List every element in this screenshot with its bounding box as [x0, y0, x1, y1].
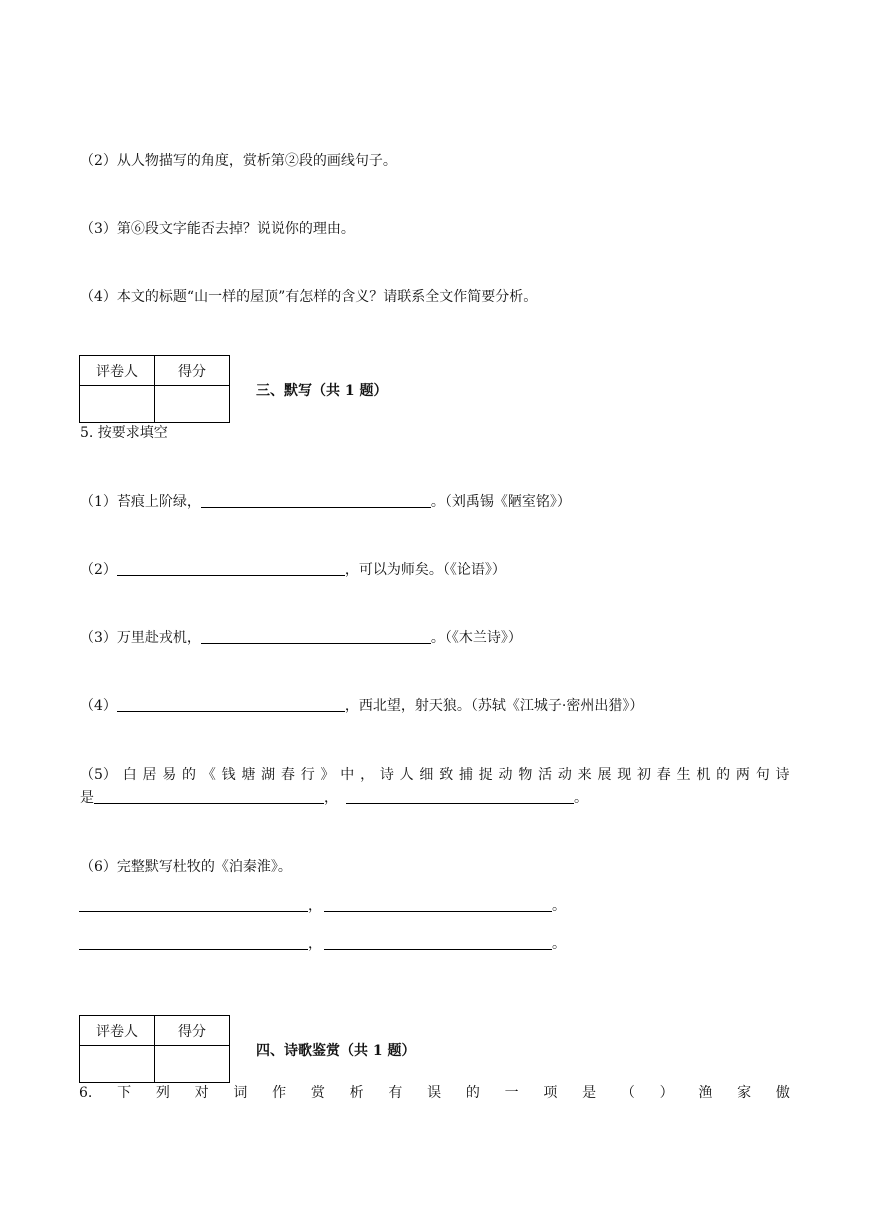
- fill-item-5-char: 动: [557, 767, 572, 783]
- fill-item-2-before: （2）: [80, 562, 117, 578]
- fill-item-5-char: ，: [360, 767, 375, 783]
- fill-item-5-char: 诗: [379, 767, 394, 783]
- question-6: [79, 1084, 790, 1102]
- question-6-char: ）: [659, 1085, 674, 1101]
- question-6-char: 家: [737, 1085, 752, 1101]
- fill-item-5-line-1: [80, 766, 790, 784]
- fill-item-5-char: 捉: [478, 767, 493, 783]
- poem-period-1: 。: [552, 898, 566, 914]
- question-6-char: 有: [388, 1085, 403, 1101]
- fill-item-5-line-2: [80, 789, 588, 807]
- fill-item-5-char: 行: [300, 767, 315, 783]
- fill-item-5-char: 句: [755, 767, 770, 783]
- fill-item-3-before: （3）万里赴戎机，: [80, 630, 201, 646]
- fill-item-5-char: 诗: [775, 767, 790, 783]
- question-6-char: 的: [465, 1085, 480, 1101]
- score-cell[interactable]: [155, 1046, 230, 1083]
- fill-item-5-char: 两: [735, 767, 750, 783]
- fill-item-5-char: 《: [201, 767, 216, 783]
- question-6-char: 词: [233, 1085, 248, 1101]
- fill-item-5-char: 》: [320, 767, 335, 783]
- score-cell[interactable]: [155, 386, 230, 423]
- fill-item-5-char: 捕: [458, 767, 473, 783]
- fill-item-5-char: 动: [498, 767, 513, 783]
- question-6-char: 对: [194, 1085, 209, 1101]
- fill-item-6: （6）完整默写杜牧的《泊秦淮》。: [80, 859, 292, 875]
- fill-item-5-char: 塘: [241, 767, 256, 783]
- fill-item-5-char: 易: [162, 767, 177, 783]
- fill-item-5-char: 湖: [261, 767, 276, 783]
- question-4: （4）本文的标题“山一样的屋顶”有怎样的含义？请联系全文作简要分析。: [80, 289, 538, 305]
- question-6-char: 项: [543, 1085, 558, 1101]
- question-5-title: 5. 按要求填空: [80, 425, 168, 441]
- score-table-2: [79, 1015, 230, 1083]
- fill-item-5-char: （5）: [80, 767, 117, 783]
- fill-blank-5a[interactable]: [94, 789, 324, 804]
- fill-item-5-char: 的: [716, 767, 731, 783]
- fill-item-5-period: 。: [574, 790, 588, 806]
- fill-item-2: [80, 561, 506, 579]
- fill-item-5-char: 活: [538, 767, 553, 783]
- fill-item-5-char: 致: [439, 767, 454, 783]
- fill-item-5-char: 初: [637, 767, 652, 783]
- poem-line-1: [79, 897, 566, 915]
- question-6-char: 傲: [775, 1085, 790, 1101]
- fill-blank-1[interactable]: [201, 493, 431, 508]
- question-3: （3）第⑥段文字能否去掉？说说你的理由。: [80, 221, 355, 237]
- fill-item-4-before: （4）: [80, 698, 117, 714]
- poem-comma-1: ，: [308, 898, 322, 914]
- grader-cell[interactable]: [80, 386, 155, 423]
- fill-item-3: [80, 629, 522, 647]
- question-6-char: 列: [155, 1085, 170, 1101]
- poem-blank-1a[interactable]: [79, 897, 308, 912]
- fill-item-5-start: 是: [80, 790, 94, 806]
- fill-item-3-after: 。（《木兰诗》）: [430, 630, 522, 646]
- fill-item-5-char: 物: [518, 767, 533, 783]
- question-6-char: 渔: [698, 1085, 713, 1101]
- question-6-char: 误: [427, 1085, 442, 1101]
- grader-label: 评卷人: [80, 1016, 155, 1046]
- fill-item-5-char: 居: [142, 767, 157, 783]
- fill-item-1: [80, 493, 571, 511]
- score-label: 得分: [155, 1016, 230, 1046]
- fill-blank-2[interactable]: [117, 561, 345, 576]
- grader-cell[interactable]: [80, 1046, 155, 1083]
- score-label: 得分: [155, 356, 230, 386]
- question-6-char: （: [620, 1085, 635, 1101]
- poem-line-2: [79, 935, 566, 953]
- fill-item-5-char: 人: [399, 767, 414, 783]
- fill-item-1-after: 。（刘禹锡《陋室铭》）: [430, 494, 571, 510]
- poem-blank-2b[interactable]: [324, 935, 552, 950]
- section-4-title: 四、诗歌鉴赏（共 1 题）: [256, 1043, 416, 1059]
- fill-item-5-char: 现: [617, 767, 632, 783]
- fill-item-5-char: 生: [676, 767, 691, 783]
- fill-item-1-before: （1）苔痕上阶绿，: [80, 494, 201, 510]
- fill-blank-3[interactable]: [201, 629, 431, 644]
- question-6-char: 6.: [79, 1085, 93, 1101]
- question-6-char: 作: [272, 1085, 287, 1101]
- fill-item-5-char: 展: [597, 767, 612, 783]
- fill-item-5-char: 春: [656, 767, 671, 783]
- question-2: （2）从人物描写的角度，赏析第②段的画线句子。: [80, 153, 397, 169]
- question-6-char: 下: [117, 1085, 132, 1101]
- fill-item-5-char: 白: [122, 767, 137, 783]
- grader-label: 评卷人: [80, 356, 155, 386]
- fill-item-4-after: ，西北望，射天狼。（苏轼《江城子·密州出猎》）: [344, 698, 644, 714]
- fill-item-5-char: 来: [577, 767, 592, 783]
- question-6-char: 赏: [310, 1085, 325, 1101]
- fill-item-5-char: 春: [280, 767, 295, 783]
- fill-item-5-char: 机: [696, 767, 711, 783]
- fill-item-5-comma: ，: [324, 790, 338, 806]
- fill-item-4: [80, 697, 643, 715]
- fill-blank-5b[interactable]: [346, 789, 574, 804]
- fill-item-2-after: ，可以为师矣。（《论语》）: [344, 562, 506, 578]
- question-6-char: 析: [349, 1085, 364, 1101]
- question-6-char: 是: [582, 1085, 597, 1101]
- fill-blank-4[interactable]: [117, 697, 345, 712]
- fill-item-5-char: 的: [182, 767, 197, 783]
- fill-item-5-char: 细: [419, 767, 434, 783]
- fill-item-5-char: 钱: [221, 767, 236, 783]
- question-6-char: 一: [504, 1085, 519, 1101]
- poem-blank-2a[interactable]: [79, 935, 308, 950]
- section-3-title: 三、默写（共 1 题）: [256, 383, 388, 399]
- poem-comma-2: ，: [308, 936, 322, 952]
- poem-period-2: 。: [552, 936, 566, 952]
- fill-item-5-char: 中: [340, 767, 355, 783]
- score-table-1: [79, 355, 230, 423]
- poem-blank-1b[interactable]: [324, 897, 552, 912]
